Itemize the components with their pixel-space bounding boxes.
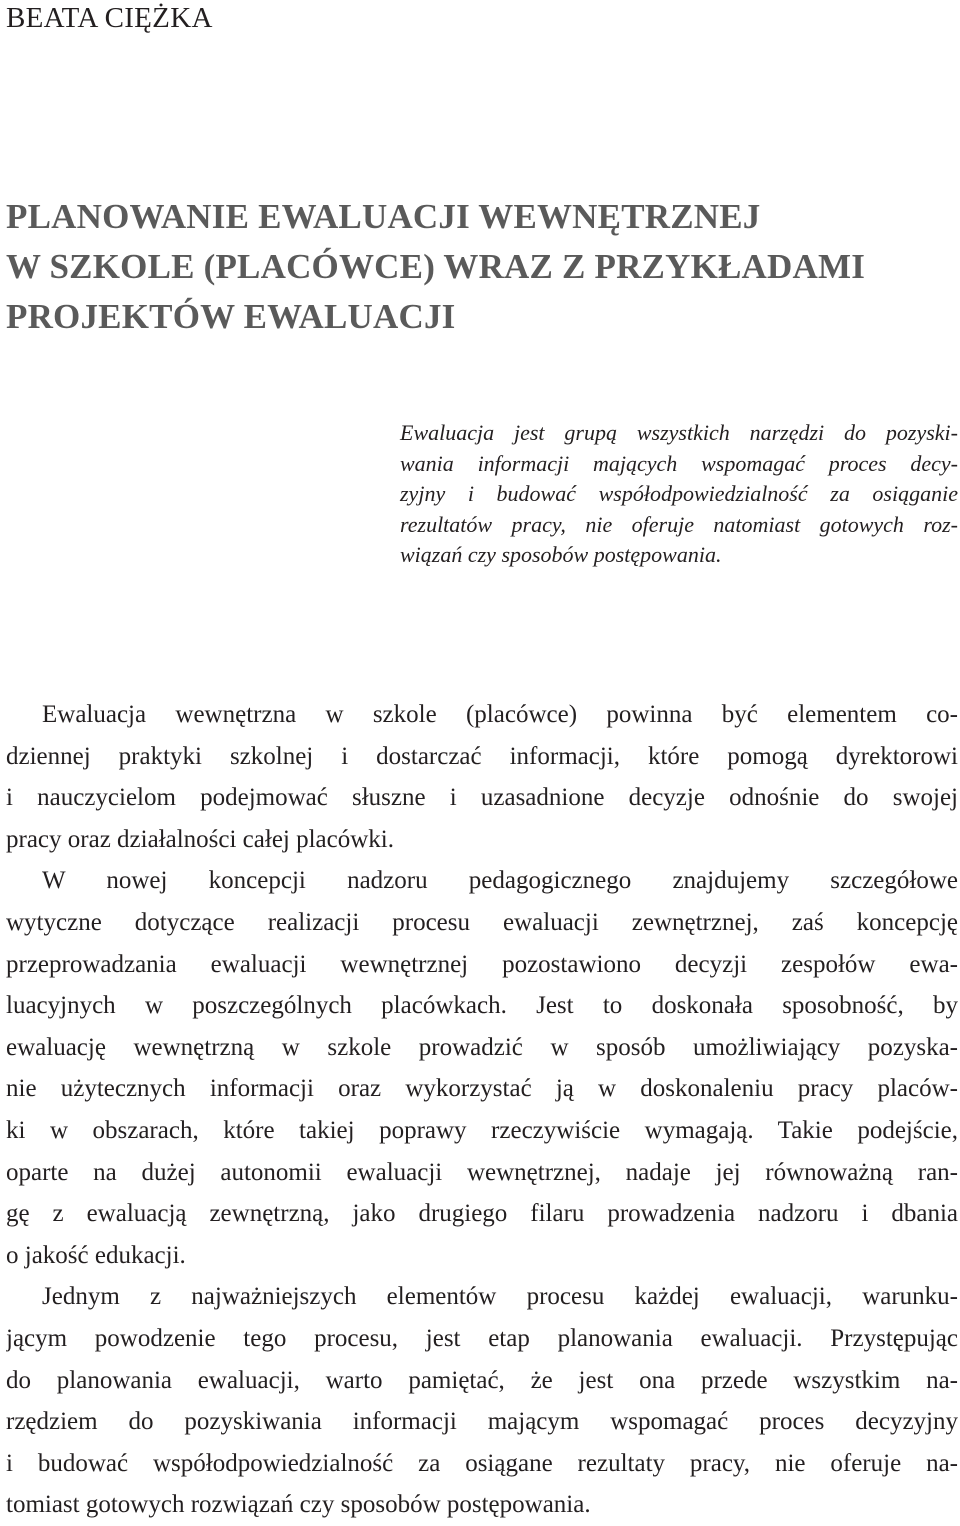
paragraph-line: dziennej praktyki szkolnej i dostarczać informacji, które pomogą dyrektorowi — [6, 742, 958, 770]
body-text — [6, 694, 958, 1526]
paragraph-line: luacyjnych w poszczególnych placówkach. Jest to doskonała sposobność, by — [6, 992, 958, 1020]
paragraph-line: o jakość edukacji. — [6, 1241, 186, 1269]
chapter-title — [6, 192, 956, 342]
epigraph-line: wiązań czy sposobów postępowania. — [400, 542, 722, 567]
paragraph-line: rzędziem do pozyskiwania informacji mającym wspomagać proces decyzyjny — [6, 1408, 958, 1436]
paragraph-1 — [6, 694, 958, 860]
paragraph-line: nie użytecznych informacji oraz wykorzystać ją w doskonaleniu pracy placów- — [6, 1075, 958, 1103]
paragraph-line: Jednym z najważniejszych elementów procesu każdej ewaluacji, warunku- — [42, 1283, 958, 1311]
paragraph-line: do planowania ewaluacji, warto pamiętać, że jest ona przede wszystkim na- — [6, 1366, 958, 1394]
paragraph-line: i budować współodpowiedzialność za osiągane rezultaty pracy, nie oferuje na- — [6, 1449, 958, 1477]
epigraph-line: Ewaluacja jest grupą wszystkich narzędzi do pozyski- — [400, 420, 958, 445]
chapter-title-line: PLANOWANIE EWALUACJI WEWNĘTRZNEJ — [6, 197, 761, 236]
paragraph-line: tomiast gotowych rozwiązań czy sposobów postępowania. — [6, 1491, 591, 1519]
paragraph-line: jącym powodzenie tego procesu, jest etap planowania ewaluacji. Przystępując — [6, 1324, 958, 1352]
chapter-title-line: PROJEKTÓW EWALUACJI — [6, 297, 456, 336]
paragraph-line: oparte na dużej autonomii ewaluacji wewnętrznej, nadaje jej równoważną ran- — [6, 1158, 958, 1186]
epigraph-quote — [400, 418, 958, 571]
epigraph-line: zyjny i budować współodpowiedzialność za osiąganie — [400, 481, 958, 506]
paragraph-line: i nauczycielom podejmować słuszne i uzasadnione decyzje odnośnie do swojej — [6, 784, 958, 812]
paragraph-line: przeprowadzania ewaluacji wewnętrznej pozostawiono decyzji zespołów ewa- — [6, 950, 958, 978]
epigraph-line: wania informacji mających wspomagać proces decy- — [400, 450, 958, 476]
paragraph-2 — [6, 860, 958, 1276]
paragraph-3 — [6, 1276, 958, 1526]
paragraph-line: ki w obszarach, które takiej poprawy rzeczywiście wymagają. Takie podejście, — [6, 1116, 958, 1144]
chapter-title-line: W SZKOLE (PLACÓWCE) WRAZ Z PRZYKŁADAMI — [6, 247, 866, 286]
paragraph-line: W nowej koncepcji nadzoru pedagogicznego znajdujemy szczegółowe — [42, 867, 958, 895]
paragraph-line: ewaluację wewnętrzną w szkole prowadzić w sposób umożliwiający pozyska- — [6, 1033, 958, 1061]
paragraph-line: pracy oraz działalności całej placówki. — [6, 825, 395, 853]
epigraph-line: rezultatów pracy, nie oferuje natomiast gotowych roz- — [400, 511, 958, 537]
paragraph-line: gę z ewaluacją zewnętrzną, jako drugiego filaru prowadzenia nadzoru i dbania — [6, 1200, 958, 1228]
paragraph-line: Ewaluacja wewnętrzna w szkole (placówce) powinna być elementem co- — [42, 701, 958, 728]
author-name: BEATA CIĘŻKA — [6, 2, 213, 34]
paragraph-line: wytyczne dotyczące realizacji procesu ewaluacji zewnętrznej, zaś koncepcję — [6, 908, 958, 936]
